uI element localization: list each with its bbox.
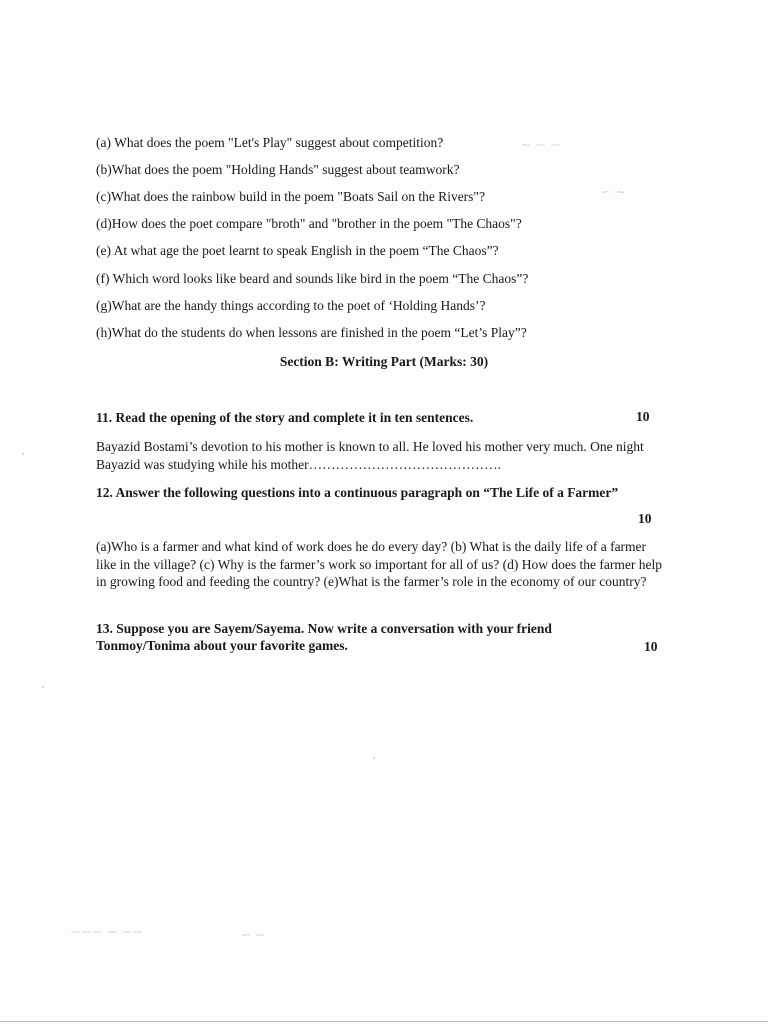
speck: [373, 757, 375, 759]
speck: [42, 686, 44, 688]
question-c: (c)What does the rainbow build in the poem "Boats Sail on the Rivers"?: [96, 189, 485, 204]
page-edge: [0, 1021, 768, 1022]
question-b: (b)What does the poem "Holding Hands" suggest about teamwork?: [96, 162, 460, 177]
q11-text: Bayazid Bostami’s devotion to his mother is known to all. He loved his mother very much. One night Bayazid was studying while his mother…………………………………….: [96, 439, 644, 472]
q12-marks: 10: [638, 511, 652, 526]
q13-heading: 13. Suppose you are Sayem/Sayema. Now write a conversation with your friend Tonmoy/Tonima about your favorite games.: [96, 621, 552, 653]
show-through-mark: ∽∽∽ ~ ∽∽: [70, 925, 144, 940]
show-through-mark: ∽ ~: [240, 928, 266, 943]
speck: [22, 453, 24, 455]
q11-heading: 11. Read the opening of the story and complete it in ten sentences.: [96, 410, 474, 425]
q12-text: (a)Who is a farmer and what kind of work does he do every day? (b) What is the daily life of a farmer like in the village? (c) Why is the farmer’s work so important for all of us? (d) How does the farmer help in growing food and feeding the country? (e)What is the farmer’s role in the economy of our country?: [96, 539, 662, 589]
q11-marks: 10: [636, 409, 650, 424]
q12-heading: 12. Answer the following questions into a continuous paragraph on “The Life of a Farmer”: [96, 485, 619, 500]
question-g: (g)What are the handy things according to the poet of ‘Holding Hands’?: [96, 298, 486, 313]
question-e: (e) At what age the poet learnt to speak English in the poem “The Chaos”?: [96, 243, 499, 258]
question-d: (d)How does the poet compare "broth" and "brother in the poem "The Chaos"?: [96, 216, 522, 231]
question-f: (f) Which word looks like beard and sounds like bird in the poem “The Chaos”?: [96, 271, 529, 286]
question-h: (h)What do the students do when lessons are finished in the poem “Let’s Play”?: [96, 325, 527, 340]
show-through-mark: ~ ∽ ∽: [520, 138, 561, 153]
question-a: (a) What does the poem "Let's Play" suggest about competition?: [96, 135, 444, 150]
section-b-title: Section B: Writing Part (Marks: 30): [279, 354, 489, 369]
show-through-mark: ∽ ~: [600, 185, 626, 200]
q13-marks: 10: [644, 639, 658, 654]
